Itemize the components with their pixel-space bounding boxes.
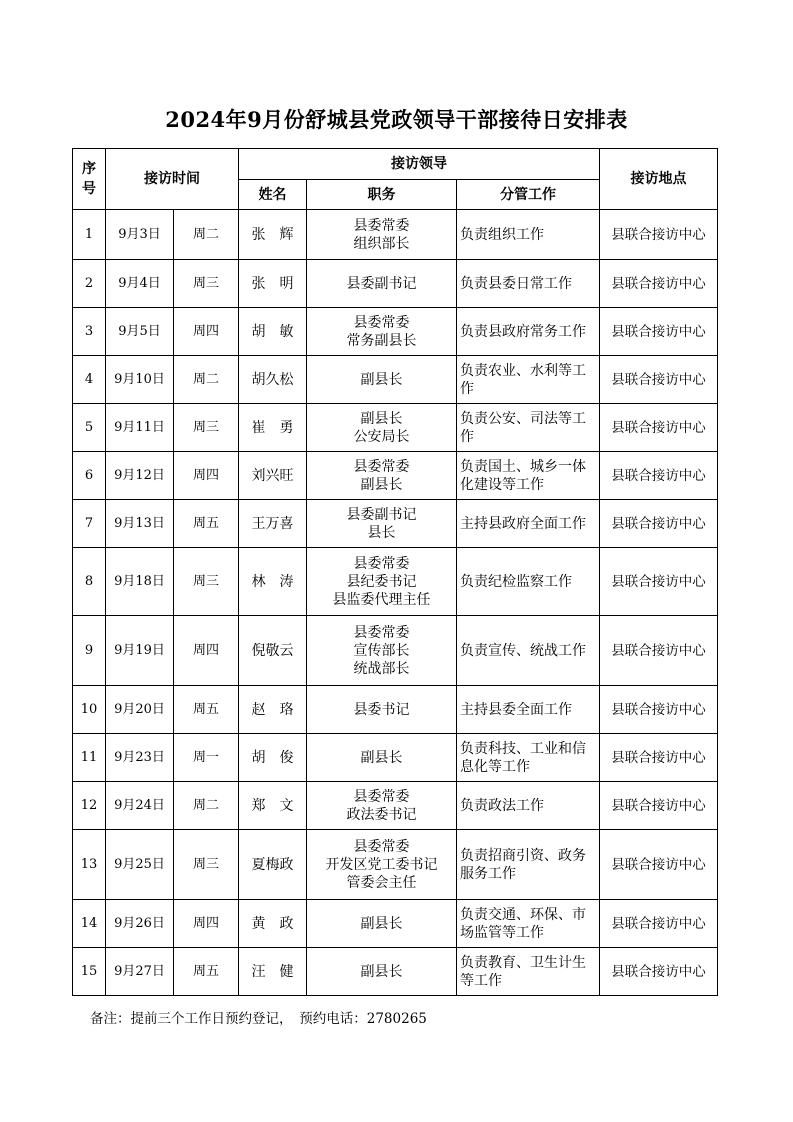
row-number: 11 xyxy=(73,734,106,782)
table-row xyxy=(73,356,718,404)
visit-place: 县联合接访中心 xyxy=(600,404,718,452)
position-line: 副县长 xyxy=(360,749,403,766)
table-row xyxy=(73,782,718,830)
visit-place: 县联合接访中心 xyxy=(600,548,718,616)
leader-position xyxy=(307,308,457,356)
duty-description: 负责教育、卫生计生等工作 xyxy=(457,948,600,996)
visit-place: 县联合接访中心 xyxy=(600,356,718,404)
leader-name: 刘兴旺 xyxy=(239,452,307,500)
visit-date: 9月19日 xyxy=(106,616,174,686)
position-line: 县委常委 xyxy=(353,788,410,805)
leader-name: 张 辉 xyxy=(239,210,307,260)
position-line: 县委常委 xyxy=(353,555,410,572)
table-row xyxy=(73,616,718,686)
visit-place: 县联合接访中心 xyxy=(600,900,718,948)
table-row xyxy=(73,686,718,734)
visit-weekday: 周五 xyxy=(174,948,239,996)
visit-weekday: 周二 xyxy=(174,782,239,830)
row-number: 12 xyxy=(73,782,106,830)
position-line: 政法委书记 xyxy=(346,806,417,823)
visit-date: 9月3日 xyxy=(106,210,174,260)
duty-description: 主持县政府全面工作 xyxy=(457,500,600,548)
visit-date: 9月24日 xyxy=(106,782,174,830)
position-line: 统战部长 xyxy=(353,660,410,677)
table-row xyxy=(73,452,718,500)
leader-position xyxy=(307,948,457,996)
leader-name: 胡 俊 xyxy=(239,734,307,782)
leader-position xyxy=(307,616,457,686)
position-line: 管委会主任 xyxy=(346,874,417,891)
leader-position xyxy=(307,782,457,830)
table-row xyxy=(73,734,718,782)
visit-weekday: 周五 xyxy=(174,500,239,548)
visit-weekday: 周三 xyxy=(174,830,239,900)
duty-description: 负责农业、水利等工作 xyxy=(457,356,600,404)
visit-place: 县联合接访中心 xyxy=(600,260,718,308)
visit-date: 9月26日 xyxy=(106,900,174,948)
position-line: 副县长 xyxy=(360,371,403,388)
row-number: 3 xyxy=(73,308,106,356)
position-line: 常务副县长 xyxy=(346,332,417,349)
duty-description: 负责交通、环保、市场监管等工作 xyxy=(457,900,600,948)
position-line: 县纪委书记 xyxy=(346,573,417,590)
header-time: 接访时间 xyxy=(106,149,239,210)
position-line: 副县长 xyxy=(360,963,403,980)
position-line: 开发区党工委书记 xyxy=(325,856,438,873)
visit-weekday: 周四 xyxy=(174,452,239,500)
position-line: 县委书记 xyxy=(353,701,410,718)
position-line: 县委副书记 xyxy=(346,275,417,292)
visit-date: 9月13日 xyxy=(106,500,174,548)
schedule-table xyxy=(72,148,718,996)
duty-description: 负责宣传、统战工作 xyxy=(457,616,600,686)
visit-place: 县联合接访中心 xyxy=(600,782,718,830)
visit-date: 9月27日 xyxy=(106,948,174,996)
visit-weekday: 周四 xyxy=(174,308,239,356)
visit-place: 县联合接访中心 xyxy=(600,830,718,900)
leader-name: 胡 敏 xyxy=(239,308,307,356)
position-line: 县委常委 xyxy=(353,458,410,475)
leader-position xyxy=(307,548,457,616)
visit-weekday: 周三 xyxy=(174,404,239,452)
visit-weekday: 周一 xyxy=(174,734,239,782)
position-line: 县委常委 xyxy=(353,624,410,641)
visit-date: 9月12日 xyxy=(106,452,174,500)
duty-description: 负责招商引资、政务服务工作 xyxy=(457,830,600,900)
position-line: 公安局长 xyxy=(353,428,410,445)
leader-position xyxy=(307,356,457,404)
duty-description: 主持县委全面工作 xyxy=(457,686,600,734)
table-row xyxy=(73,308,718,356)
row-number: 7 xyxy=(73,500,106,548)
position-line: 县委常委 xyxy=(353,217,410,234)
table-row xyxy=(73,500,718,548)
visit-place: 县联合接访中心 xyxy=(600,210,718,260)
footer-note: 备注：提前三个工作日预约登记， 预约电话：2780265 xyxy=(90,1011,427,1027)
row-number: 2 xyxy=(73,260,106,308)
leader-name: 汪 健 xyxy=(239,948,307,996)
table-row xyxy=(73,548,718,616)
leader-name: 胡久松 xyxy=(239,356,307,404)
leader-name: 王万喜 xyxy=(239,500,307,548)
visit-weekday: 周三 xyxy=(174,548,239,616)
visit-weekday: 周二 xyxy=(174,356,239,404)
leader-name: 夏梅政 xyxy=(239,830,307,900)
row-number: 1 xyxy=(73,210,106,260)
duty-description: 负责县政府常务工作 xyxy=(457,308,600,356)
table-row xyxy=(73,260,718,308)
page-title: 2024年9月份舒城县党政领导干部接待日安排表 xyxy=(165,107,628,132)
position-line: 县委常委 xyxy=(353,838,410,855)
duty-description: 负责科技、工业和信息化等工作 xyxy=(457,734,600,782)
header-place: 接访地点 xyxy=(600,149,718,210)
visit-place: 县联合接访中心 xyxy=(600,616,718,686)
leader-name: 倪敬云 xyxy=(239,616,307,686)
visit-date: 9月20日 xyxy=(106,686,174,734)
leader-name: 崔 勇 xyxy=(239,404,307,452)
duty-description: 负责国土、城乡一体化建设等工作 xyxy=(457,452,600,500)
visit-weekday: 周二 xyxy=(174,210,239,260)
header-name: 姓名 xyxy=(239,180,307,210)
header-duty: 分管工作 xyxy=(457,180,600,210)
position-line: 副县长 xyxy=(360,410,403,427)
row-number: 9 xyxy=(73,616,106,686)
leader-position xyxy=(307,404,457,452)
visit-place: 县联合接访中心 xyxy=(600,308,718,356)
position-line: 副县长 xyxy=(360,915,403,932)
visit-place: 县联合接访中心 xyxy=(600,734,718,782)
row-number: 5 xyxy=(73,404,106,452)
table-row xyxy=(73,948,718,996)
table-row xyxy=(73,404,718,452)
position-line: 县委副书记 xyxy=(346,506,417,523)
leader-position xyxy=(307,830,457,900)
visit-date: 9月23日 xyxy=(106,734,174,782)
table-row xyxy=(73,210,718,260)
visit-place: 县联合接访中心 xyxy=(600,452,718,500)
visit-date: 9月5日 xyxy=(106,308,174,356)
leader-name: 林 涛 xyxy=(239,548,307,616)
visit-place: 县联合接访中心 xyxy=(600,686,718,734)
leader-position xyxy=(307,686,457,734)
table-row xyxy=(73,830,718,900)
visit-weekday: 周三 xyxy=(174,260,239,308)
table-row xyxy=(73,900,718,948)
visit-date: 9月4日 xyxy=(106,260,174,308)
leader-name: 郑 文 xyxy=(239,782,307,830)
position-line: 宣传部长 xyxy=(353,642,410,659)
leader-name: 黄 政 xyxy=(239,900,307,948)
duty-description: 负责组织工作 xyxy=(457,210,600,260)
visit-place: 县联合接访中心 xyxy=(600,500,718,548)
row-number: 8 xyxy=(73,548,106,616)
duty-description: 负责纪检监察工作 xyxy=(457,548,600,616)
duty-description: 负责政法工作 xyxy=(457,782,600,830)
row-number: 6 xyxy=(73,452,106,500)
leader-name: 张 明 xyxy=(239,260,307,308)
position-line: 县监委代理主任 xyxy=(332,591,431,608)
visit-weekday: 周五 xyxy=(174,686,239,734)
leader-name: 赵 珞 xyxy=(239,686,307,734)
row-number: 13 xyxy=(73,830,106,900)
header-leaders: 接访领导 xyxy=(239,149,600,180)
visit-date: 9月10日 xyxy=(106,356,174,404)
header-no: 序号 xyxy=(73,149,106,210)
visit-weekday: 周四 xyxy=(174,616,239,686)
row-number: 4 xyxy=(73,356,106,404)
row-number: 15 xyxy=(73,948,106,996)
visit-date: 9月18日 xyxy=(106,548,174,616)
leader-position xyxy=(307,900,457,948)
position-line: 组织部长 xyxy=(353,235,410,252)
row-number: 10 xyxy=(73,686,106,734)
duty-description: 负责县委日常工作 xyxy=(457,260,600,308)
leader-position xyxy=(307,210,457,260)
visit-date: 9月25日 xyxy=(106,830,174,900)
position-line: 县长 xyxy=(367,524,396,541)
leader-position xyxy=(307,500,457,548)
duty-description: 负责公安、司法等工作 xyxy=(457,404,600,452)
row-number: 14 xyxy=(73,900,106,948)
leader-position xyxy=(307,734,457,782)
visit-place: 县联合接访中心 xyxy=(600,948,718,996)
leader-position xyxy=(307,452,457,500)
position-line: 县委常委 xyxy=(353,314,410,331)
leader-position xyxy=(307,260,457,308)
visit-weekday: 周四 xyxy=(174,900,239,948)
visit-date: 9月11日 xyxy=(106,404,174,452)
header-position: 职务 xyxy=(307,180,457,210)
position-line: 副县长 xyxy=(360,476,403,493)
